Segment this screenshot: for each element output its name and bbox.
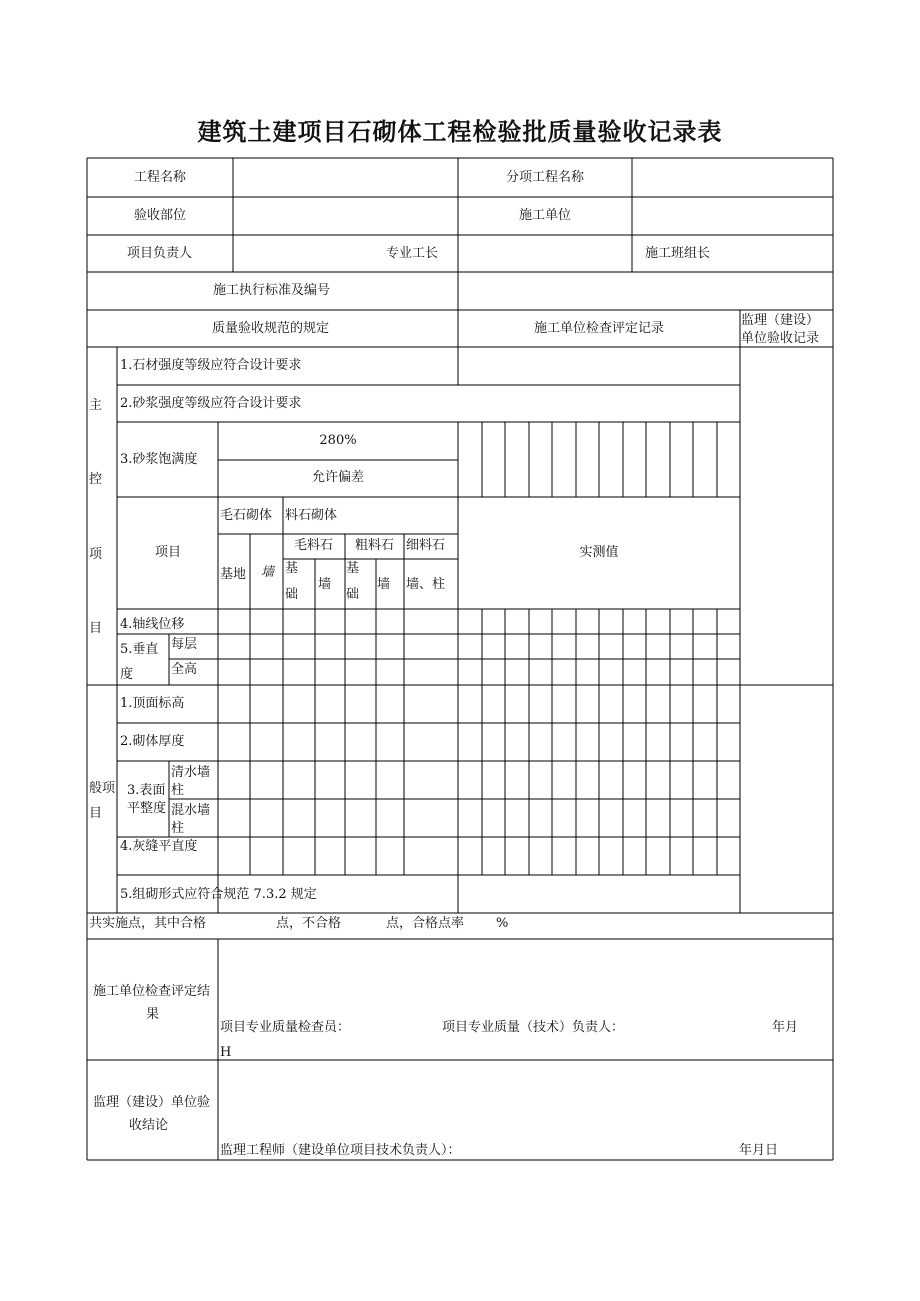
clear-wall-label-line2: 柱: [171, 783, 185, 798]
wall-column-label: 墙、柱: [406, 577, 446, 592]
page-title: 建筑土建项目石砌体工程检验批质量验收记录表: [197, 118, 723, 146]
mixed-wall-label-line1: 混水墙: [171, 803, 211, 818]
main-item-5-line2: 度: [120, 667, 134, 682]
construction-result-label-line2: 果: [146, 1007, 160, 1022]
clear-wall-label-line1: 清水墙: [171, 765, 211, 780]
construction-unit-label: 施工单位: [519, 208, 572, 223]
main-group-char-2: 控: [89, 472, 103, 487]
construction-date-label: 年月: [772, 1020, 799, 1035]
rough-rubble-label: 毛料石: [294, 538, 334, 553]
wall-a-label: 墙: [318, 577, 332, 592]
foundation-label: 基地: [220, 567, 247, 582]
general-item-2: 2.砌体厚度: [120, 734, 185, 749]
mortar-fullness-value: 280%: [319, 433, 357, 448]
summary-unqualified: 点，不合格: [276, 916, 342, 931]
wall-b-label: 墙: [377, 577, 391, 592]
foreman-label: 专业工长: [386, 246, 439, 261]
main-group-char-3: 项: [89, 547, 103, 562]
summary-total: 共实施点，其中合格: [89, 916, 207, 931]
quality-tech-leader-label: 项目专业质量（技术）负责人：: [442, 1020, 625, 1035]
coarse-stone-label: 粗料石: [355, 538, 395, 553]
acceptance-part-label: 验收部位: [134, 208, 187, 223]
project-leader-label: 项目负责人: [127, 246, 193, 261]
supervision-result-label-line2: 收结论: [129, 1118, 169, 1133]
sub-project-name-label: 分项工程名称: [506, 170, 585, 185]
standard-label: 施工执行标准及编号: [213, 283, 331, 298]
summary-rate: 点，合格点率: [386, 916, 465, 931]
spec-column-header: 质量验收规范的规定: [212, 321, 330, 336]
supervision-record-header-line2: 单位验收记录: [741, 331, 820, 346]
supervision-result-label-line1: 监理（建设）单位验: [93, 1095, 211, 1110]
summary-percent: %: [496, 916, 509, 931]
foundation-b-label-bottom: 础: [346, 587, 360, 602]
dressed-masonry-label: 料石砌体: [285, 508, 338, 523]
general-item-3-line1: 3.表面: [127, 783, 166, 798]
foundation-b-label-top: 基: [346, 561, 360, 576]
construction-record-header: 施工单位检查评定记录: [534, 321, 665, 336]
full-height-label: 全高: [171, 662, 198, 677]
main-item-2: 2.砂浆强度等级应符合设计要求: [120, 396, 302, 411]
team-leader-label: 施工班组长: [645, 246, 711, 261]
general-item-5: 5.组砌形式应符合规范 7.3.2 规定: [120, 887, 317, 902]
foundation-a-label-bottom: 础: [285, 587, 299, 602]
general-item-3-line2: 平整度: [127, 801, 167, 816]
foundation-a-label-top: 基: [285, 561, 299, 576]
general-item-1: 1.顶面标高: [120, 696, 185, 711]
per-floor-label: 每层: [171, 637, 198, 652]
construction-result-label-line1: 施工单位检查评定结: [93, 984, 211, 999]
mixed-wall-label-line2: 柱: [171, 821, 185, 836]
tolerance-label: 允许偏差: [311, 470, 364, 485]
general-group-label-2: 目: [89, 806, 103, 821]
item-column-label: 项目: [155, 545, 182, 560]
main-item-5-line1: 5.垂直: [120, 642, 159, 657]
main-group-char-4: 目: [89, 621, 103, 636]
supervision-engineer-label: 监理工程师（建设单位项目技术负责人）：: [220, 1143, 461, 1158]
main-group-char-1: 主: [89, 398, 103, 413]
measured-value-label: 实测值: [579, 545, 619, 560]
main-item-4: 4.轴线位移: [120, 617, 185, 632]
wall-italic-label: 墙: [261, 565, 275, 580]
rubble-masonry-label: 毛石砌体: [220, 508, 273, 523]
main-item-1: 1.石材强度等级应符合设计要求: [120, 358, 302, 373]
quality-inspector-label: 项目专业质量检查员：: [220, 1020, 351, 1035]
general-group-label-1: 般项: [89, 781, 116, 796]
main-item-3: 3.砂浆饱满度: [120, 452, 198, 467]
supervision-date-label: 年月日: [739, 1143, 779, 1158]
construction-date-day: H: [220, 1045, 232, 1060]
supervision-record-header-line1: 监理（建设）: [741, 313, 820, 328]
general-item-4: 4.灰缝平直度: [120, 839, 198, 854]
fine-stone-label: 细料石: [406, 538, 446, 553]
project-name-label: 工程名称: [134, 170, 187, 185]
